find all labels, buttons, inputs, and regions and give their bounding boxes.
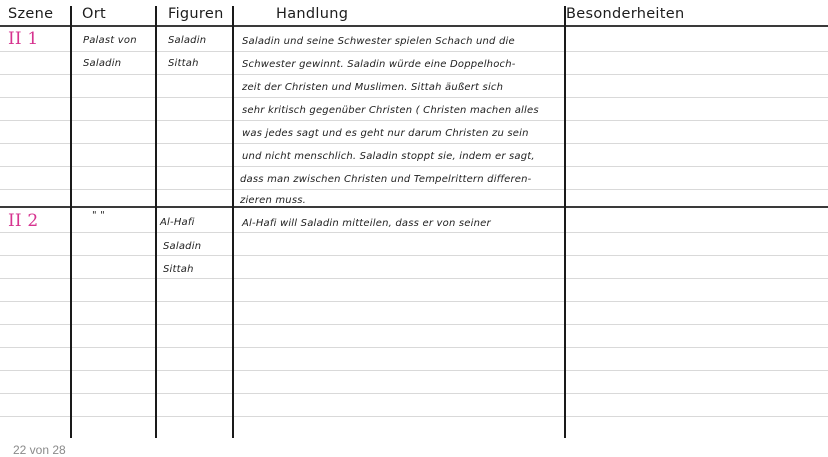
ruled-line bbox=[0, 278, 828, 279]
header-handlung: Handlung bbox=[276, 6, 349, 22]
header-szene: Szene bbox=[8, 6, 54, 22]
page-indicator: 22 von 28 bbox=[13, 443, 66, 457]
ruled-line bbox=[0, 255, 828, 256]
handlung-line: Al-Hafi will Saladin mitteilen, dass er von seiner bbox=[242, 218, 491, 229]
header-ort: Ort bbox=[82, 6, 106, 22]
ruled-line bbox=[0, 74, 828, 75]
handlung-line: Saladin und seine Schwester spielen Schach und die bbox=[242, 36, 515, 47]
handlung-line: was jedes sagt und es geht nur darum Christen zu sein bbox=[242, 128, 529, 139]
handlung-line: dass man zwischen Christen und Tempelrittern differen- bbox=[240, 174, 532, 185]
ruled-line bbox=[0, 347, 828, 348]
ruled-line bbox=[0, 232, 828, 233]
column-divider-handlung bbox=[232, 6, 234, 438]
ruled-line bbox=[0, 324, 828, 325]
ruled-line bbox=[0, 120, 828, 121]
ruled-line bbox=[0, 143, 828, 144]
ruled-line bbox=[0, 166, 828, 167]
ort-line: Palast von bbox=[83, 35, 137, 46]
figuren-line: Saladin bbox=[168, 35, 207, 46]
column-divider-figuren bbox=[155, 6, 157, 438]
handlung-line: zieren muss. bbox=[240, 195, 307, 206]
column-divider-ort bbox=[70, 6, 72, 438]
handlung-line: zeit der Christen und Muslimen. Sittah äußert sich bbox=[242, 82, 504, 93]
ruled-line bbox=[0, 416, 828, 417]
column-divider-besonderheiten bbox=[564, 6, 566, 438]
scene-number: II 1 bbox=[8, 29, 39, 49]
figuren-line: Sittah bbox=[163, 264, 194, 275]
figuren-line: Saladin bbox=[163, 241, 202, 252]
figuren-line: Al-Hafi bbox=[160, 217, 195, 228]
handlung-line: sehr kritisch gegenüber Christen ( Christen machen alles bbox=[242, 105, 539, 116]
handlung-line: Schwester gewinnt. Saladin würde eine Doppelhoch- bbox=[242, 59, 516, 70]
header-besonderheiten: Besonderheiten bbox=[566, 6, 685, 22]
ruled-line bbox=[0, 393, 828, 394]
ruled-line bbox=[0, 51, 828, 52]
row-separator bbox=[0, 206, 828, 208]
ort-line: Saladin bbox=[83, 58, 122, 69]
ruled-line bbox=[0, 97, 828, 98]
figuren-line: Sittah bbox=[168, 58, 199, 69]
header-rule bbox=[0, 25, 828, 27]
ruled-line bbox=[0, 301, 828, 302]
ruled-line bbox=[0, 189, 828, 190]
handlung-line: und nicht menschlich. Saladin stoppt sie, indem er sagt, bbox=[242, 151, 535, 162]
header-figuren: Figuren bbox=[168, 6, 224, 22]
ort-ditto: " " bbox=[92, 210, 105, 221]
scene-number: II 2 bbox=[8, 211, 39, 231]
ruled-line bbox=[0, 370, 828, 371]
